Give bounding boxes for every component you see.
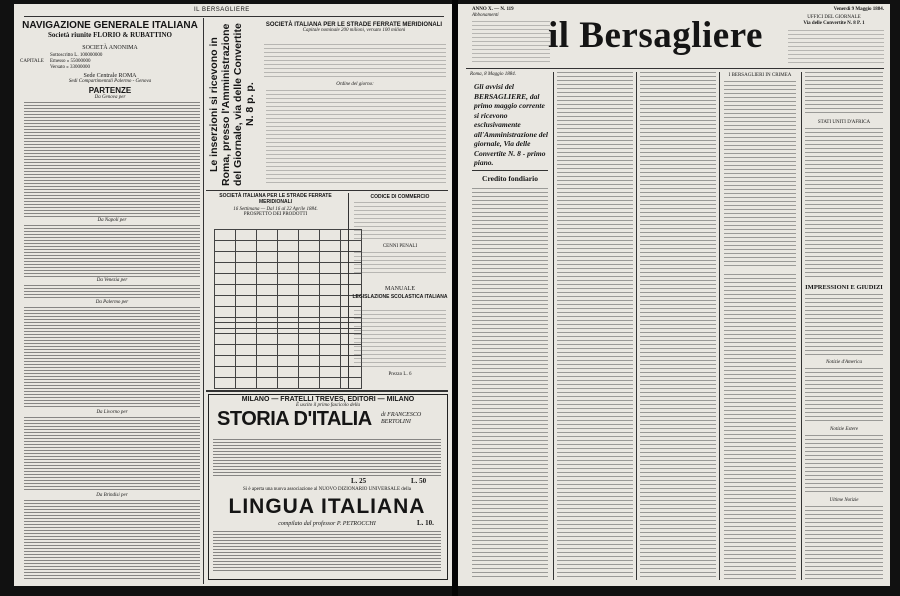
sedi-compartimentali: Sedi Compartimentali Palermo - Genova <box>68 79 152 84</box>
col-rule-4 <box>801 72 802 580</box>
ferrate-text-2 <box>266 90 446 186</box>
running-head: IL BERSAGLIERE <box>194 7 250 13</box>
col-rule-3 <box>719 72 720 580</box>
ultime-text <box>805 506 883 580</box>
storia-row <box>209 408 447 430</box>
capitale-rows <box>50 53 102 71</box>
anno-block <box>472 7 514 19</box>
column-3-text <box>640 72 716 580</box>
storia-text <box>213 439 441 477</box>
navigazione-ad <box>20 20 200 101</box>
col-rule-1 <box>553 72 554 580</box>
treves-header: MILANO — FRATELLI TREVES, EDITORI — MILANO <box>241 396 415 403</box>
right-page <box>458 4 890 586</box>
prezzo-label: Prezzo L. 6 <box>388 372 412 377</box>
manuale-text <box>354 310 446 368</box>
navigazione-title: NAVIGAZIONE GENERALE ITALIANA <box>22 20 198 31</box>
prospetto-block <box>208 193 343 217</box>
livorno-schedule-text <box>24 417 200 492</box>
da-livorno: Da Livorno per <box>96 410 128 415</box>
column-4-text <box>724 274 796 580</box>
anno-number: ANNO X. — N. 119 <box>472 7 514 12</box>
masthead-rule <box>466 68 884 69</box>
prospetto-table-1 <box>214 229 362 329</box>
estere-text <box>805 435 883 495</box>
navigazione-subtitle: Società riunite FLORIO & RUBATTINO <box>48 31 172 39</box>
cenni-text <box>354 252 446 276</box>
impressioni-text <box>805 294 883 358</box>
uffici-address: Via delle Convertite N. 8 P. 1 <box>803 21 865 26</box>
capitale-row: Emesso » 55000000 <box>50 59 91 64</box>
da-napoli: Da Napoli per <box>97 218 127 223</box>
treves-advertisement <box>208 394 448 580</box>
uffici-label: UFFICI DEL GIORNALE <box>807 15 861 20</box>
dizionario-price: L. 10. <box>417 519 434 527</box>
column-5-lead-text <box>805 72 883 116</box>
uffici-text <box>788 30 884 66</box>
da-palermo: Da Palermo per <box>95 300 129 305</box>
col-rule-2 <box>636 72 637 580</box>
venezia-schedule-text <box>24 285 200 299</box>
stati-uniti-text <box>805 128 883 280</box>
storia-price-1: L. 25 <box>351 477 367 485</box>
ferrate-notice <box>260 22 448 33</box>
abbonamenti-label: Abbonamenti <box>472 13 499 18</box>
column-rule <box>203 18 204 584</box>
notice-rule <box>472 170 548 171</box>
da-brindisi: Da Brindisi per <box>96 493 128 498</box>
manuale-label: MANUALE <box>385 286 415 292</box>
prospetto-table-2 <box>214 322 362 389</box>
estere-heading: Notizie Estere <box>829 427 858 432</box>
dizionario-line: Si è aperta una nuova associazione al NUOVO DIZIONARIO UNIVERSALE della <box>242 487 411 492</box>
left-page <box>14 4 452 586</box>
impressioni-heading: IMPRESSIONI E GIUDIZI <box>805 284 883 291</box>
storia-title: STORIA D'ITALIA <box>217 408 372 430</box>
masthead: il Bersagliere <box>548 15 763 56</box>
prospetto-title: SOCIETÀ ITALIANA PER LE STRADE FERRATE MERIDIONALI <box>219 193 332 205</box>
ultime-heading: Ultime Notizie <box>829 498 859 503</box>
capitale-label: CAPITALE <box>20 59 44 64</box>
vertical-notice: Le inserzioni si ricevono in Roma, presso l'Amministrazione del Giornale, via delle Convertite N. 8 p. p. <box>208 23 256 186</box>
cenni-penali: CENNI PENALI <box>382 244 418 249</box>
capitale-row: Sottoscritto L. 100000000 <box>50 53 103 58</box>
ferrate-text-1 <box>264 44 446 80</box>
abbonamenti-text <box>472 21 550 65</box>
napoli-schedule-text <box>24 225 200 277</box>
partenze-heading: PARTENZE <box>88 86 132 95</box>
prospetto-heading: PROSPETTO DEI PRODOTTI <box>243 212 308 217</box>
ferrate-subtitle: Capitale nominale 200 milioni, versato 100 milioni <box>302 28 406 33</box>
ordine-del-giorno: Ordine del giorno: <box>336 82 374 87</box>
codice-heading: CODICE DI COMMERCIO <box>370 194 430 200</box>
crimea-text <box>724 81 796 269</box>
stati-uniti-heading: STATI UNITI D'AFRICA <box>817 120 871 125</box>
genova-schedule-text <box>24 102 200 217</box>
da-venezia: Da Venezia per <box>96 278 128 283</box>
issue-date: Venerdì 9 Maggio 1884. <box>833 7 884 12</box>
credito-article <box>472 188 548 580</box>
capitale-block <box>20 53 200 71</box>
dizionario-text <box>213 531 441 573</box>
storia-price-2: L. 50 <box>411 477 427 485</box>
compilato-line: compilato dal professor P. PETROCCHI <box>278 521 376 527</box>
section-rule <box>206 190 448 191</box>
america-text <box>805 368 883 424</box>
capitale-row: Versato » 33000000 <box>50 65 90 70</box>
societa-anonima: SOCIETÀ ANONIMA <box>82 45 138 51</box>
palermo-schedule-text <box>24 307 200 409</box>
sede-centrale: Sede Centrale ROMA <box>83 73 137 79</box>
lingua-title: LINGUA ITALIANA <box>228 495 426 518</box>
storia-author: di FRANCESCO BERTOLINI <box>381 412 422 425</box>
credito-heading: Credito fondiario <box>482 174 538 183</box>
crimea-heading: I BERSAGLIERI IN CRIMEA <box>728 73 792 78</box>
treves-announce: È uscito il primo fascicolo della <box>295 403 361 408</box>
prospetto-settimana: 16 Settimana — Dal 16 al 22 Aprile 1884. <box>233 207 318 212</box>
top-rule <box>24 16 444 17</box>
codice-text <box>354 202 446 242</box>
side-column-rule <box>348 193 349 389</box>
ferrate-title: SOCIETÀ ITALIANA PER LE STRADE FERRATE MERIDIONALI <box>265 22 443 28</box>
brindisi-schedule-text <box>24 500 200 580</box>
column-2-text <box>557 72 633 580</box>
da-genova: Da Genova per <box>94 95 126 100</box>
ad-top-rule <box>206 390 448 392</box>
dateline: Roma, 8 Maggio 1884. <box>470 72 516 77</box>
avvisi-notice: Gli avvisi del BERSAGLIERE, dal primo maggio corrente si ricevono esclusivamente all'Amministrazione del giornale, Via delle Convertite N. 8 - primo piano. <box>474 82 548 167</box>
legislazione-label: LEGISLAZIONE SCOLASTICA ITALIANA <box>352 294 448 300</box>
date-block <box>784 7 884 27</box>
america-heading: Notizie d'America <box>826 360 862 365</box>
